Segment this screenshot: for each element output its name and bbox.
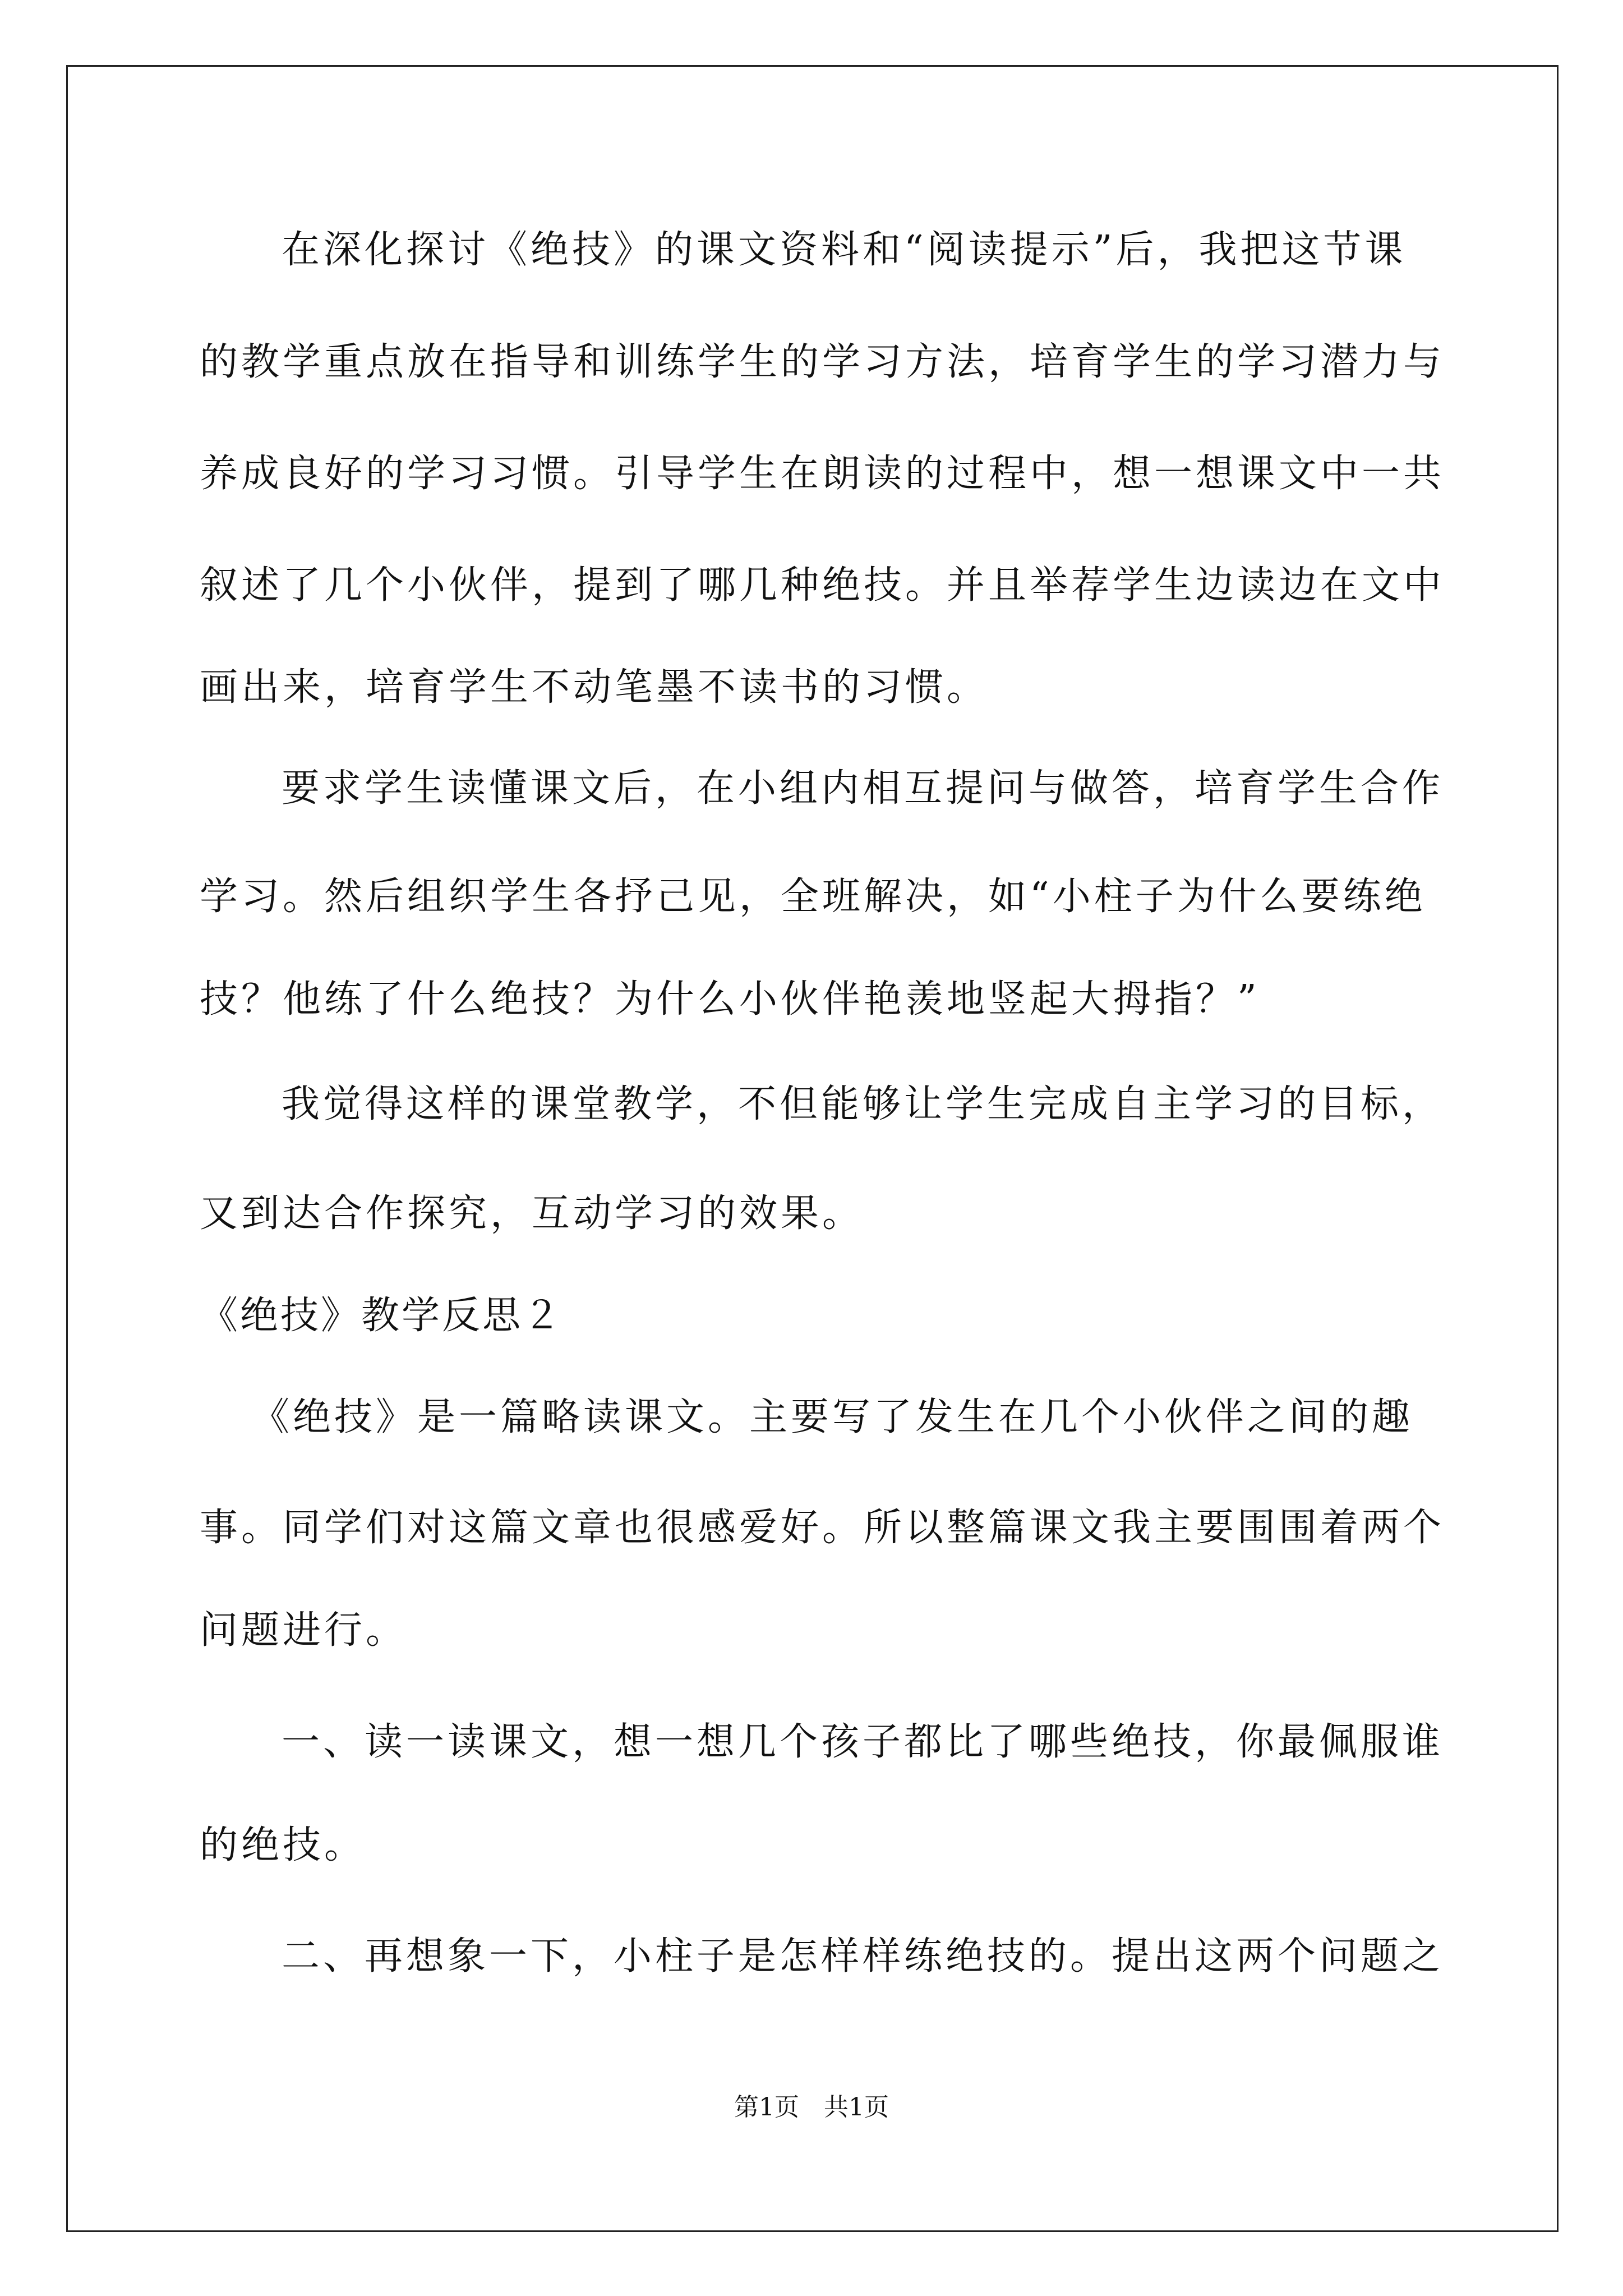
paragraph-2-line-1: 要求学生读懂课文后，在小组内相互提问与做答，培育学生合作 (282, 766, 1444, 811)
paragraph-1-line-1: 在深化探讨《绝技》的课文资料和“阅读提示”后，我把这节课 (282, 228, 1407, 272)
paragraph-2-line-3: 技？他练了什么绝技？为什么小伙伴艳羡地竖起大拇指？” (200, 977, 1260, 1022)
paragraph-4-line-3: 问题进行。 (200, 1608, 408, 1653)
paragraph-2-line-2: 学习。然后组织学生各抒己见，全班解决，如“小柱子为什么要练绝 (200, 875, 1426, 919)
paragraph-4-line-2: 事。同学们对这篇文章也很感爱好。所以整篇课文我主要围围着两个 (200, 1506, 1445, 1550)
page-number-footer: 第1页 共1页 (734, 2093, 889, 2122)
paragraph-4-line-1: 《绝技》是一篇略读课文。主要写了发生在几个小伙伴之间的趣 (251, 1395, 1414, 1439)
paragraph-3-line-2: 又到达合作探究，互动学习的效果。 (200, 1191, 864, 1236)
paragraph-1-line-4: 叙述了几个小伙伴，提到了哪几种绝技。并且举荐学生边读边在文中 (200, 563, 1445, 608)
list-item-2-line-1: 二、再想象一下，小柱子是怎样样练绝技的。提出这两个问题之 (282, 1934, 1444, 1978)
list-item-1-line-1: 一、读一读课文，想一想几个孩子都比了哪些绝技，你最佩服谁 (282, 1720, 1444, 1764)
paragraph-1-line-3: 养成良好的学习习惯。引导学生在朗读的过程中，想一想课文中一共 (200, 452, 1445, 496)
page-border (66, 65, 1559, 2232)
paragraph-3-line-1: 我觉得这样的课堂教学，不但能够让学生完成自主学习的目标， (282, 1082, 1444, 1126)
paragraph-1-line-2: 的教学重点放在指导和训练学生的学习方法，培育学生的学习潜力与 (200, 340, 1445, 384)
paragraph-1-line-5: 画出来，培育学生不动笔墨不读书的习惯。 (200, 665, 989, 710)
list-item-1-line-2: 的绝技。 (200, 1823, 366, 1867)
section-heading: 《绝技》教学反思２ (200, 1294, 564, 1338)
